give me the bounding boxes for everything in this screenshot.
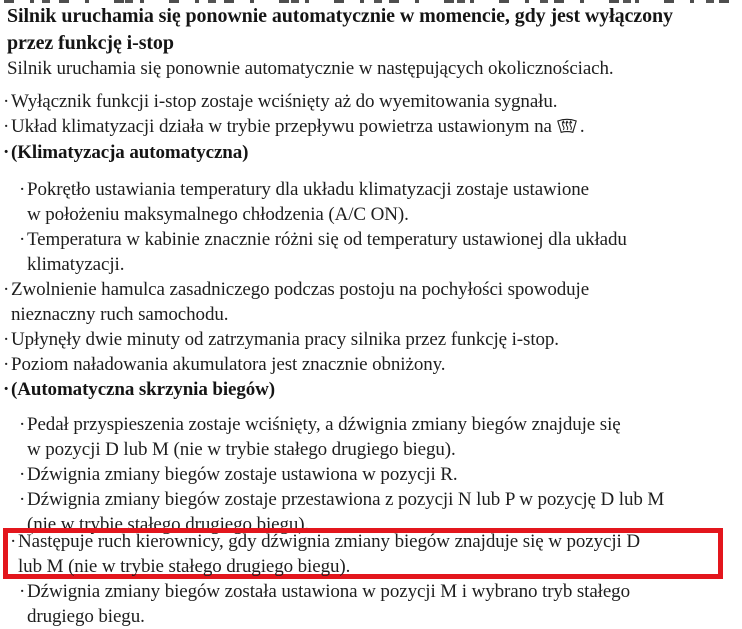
bullet-marker: · (19, 489, 26, 510)
bullet-item (19, 579, 630, 629)
page-title-line-1: Silnik uruchamia się ponownie automatycznie w momencie, gdy jest wyłączony (7, 5, 673, 27)
bullet-marker: · (3, 279, 10, 300)
highlighted-bullet-item (10, 529, 641, 579)
bullet-line: (nie w trybie stałego drugiego biegu). (27, 514, 310, 535)
bullet-line: Dźwignia zmiany biegów zostaje ustawiona w pozycji R. (27, 464, 458, 485)
bullet-marker: · (3, 379, 10, 400)
bullet-line: (Klimatyzacja automatyczna) (11, 142, 249, 163)
bullet-marker: · (19, 179, 26, 200)
bullet-line: Następuje ruch kierownicy, gdy dźwignia zmiany biegów znajduje się w pozycji D (18, 531, 641, 552)
bullet-line: w pozycji D lub M (nie w trybie stałego drugiego biegu). (27, 439, 456, 460)
bullet-item (3, 114, 585, 139)
bullet-line: nieznaczny ruch samochodu. (11, 304, 229, 325)
bullet-marker: · (3, 116, 10, 137)
bullet-item (19, 412, 621, 462)
bullet-item (19, 177, 589, 227)
bullet-line: Upłynęły dwie minuty od zatrzymania pracy silnika przez funkcję i-stop. (11, 329, 559, 350)
bullet-item (3, 327, 559, 352)
bullet-line (11, 114, 585, 139)
bullet-line: klimatyzacji. (27, 254, 125, 275)
bullet-marker: · (19, 464, 26, 485)
bullet-line: Wyłącznik funkcji i-stop zostaje wciśnięty aż do wyemitowania sygnału. (11, 91, 558, 112)
bullet-marker: · (3, 329, 10, 350)
bullet-item-group-heading (3, 377, 276, 402)
bullet-marker: · (3, 142, 10, 163)
bullet-text-before-icon: Układ klimatyzacji działa w trybie przepływu powietrza ustawionym na (11, 116, 552, 137)
bullet-line: lub M (nie w trybie stałego drugiego biegu). (18, 556, 351, 577)
windshield-defrost-icon (556, 117, 578, 134)
bullet-line: (Automatyczna skrzynia biegów) (11, 379, 276, 400)
bullet-marker: · (3, 91, 10, 112)
bullet-item (3, 89, 558, 114)
bullet-item (19, 227, 627, 277)
bullet-marker: · (3, 354, 10, 375)
bullet-text-after-icon: . (579, 116, 585, 137)
bullet-line: Pedał przyspieszenia zostaje wciśnięty, a dźwignia zmiany biegów znajduje się (27, 414, 621, 435)
bullet-line: Dźwignia zmiany biegów została ustawiona w pozycji M i wybrano tryb stałego (27, 581, 630, 602)
bullet-marker: · (19, 581, 26, 602)
page-title (7, 3, 673, 57)
page-title-line-2: przez funkcję i-stop (7, 32, 174, 54)
bullet-line: w położeniu maksymalnego chłodzenia (A/C ON). (27, 204, 409, 225)
bullet-line: drugiego biegu. (27, 606, 145, 627)
bullet-line: Pokrętło ustawiania temperatury dla układu klimatyzacji zostaje ustawione (27, 179, 589, 200)
intro-paragraph: Silnik uruchamia się ponownie automatycznie w następujących okolicznościach. (7, 58, 614, 79)
bullet-item (19, 462, 458, 487)
bullet-line: Dźwignia zmiany biegów zostaje przestawiona z pozycji N lub P w pozycję D lub M (27, 489, 665, 510)
bullet-marker: · (10, 531, 17, 552)
bullet-item (3, 352, 446, 377)
bullet-item-group-heading (3, 140, 249, 165)
bullet-line: Poziom naładowania akumulatora jest znacznie obniżony. (11, 354, 446, 375)
bullet-item (3, 277, 590, 327)
bullet-marker: · (19, 229, 26, 250)
bullet-marker: · (19, 414, 26, 435)
bullet-line: Temperatura w kabinie znacznie różni się od temperatury ustawionej dla układu (27, 229, 627, 250)
bullet-line: Zwolnienie hamulca zasadniczego podczas postoju na pochyłości spowoduje (11, 279, 590, 300)
